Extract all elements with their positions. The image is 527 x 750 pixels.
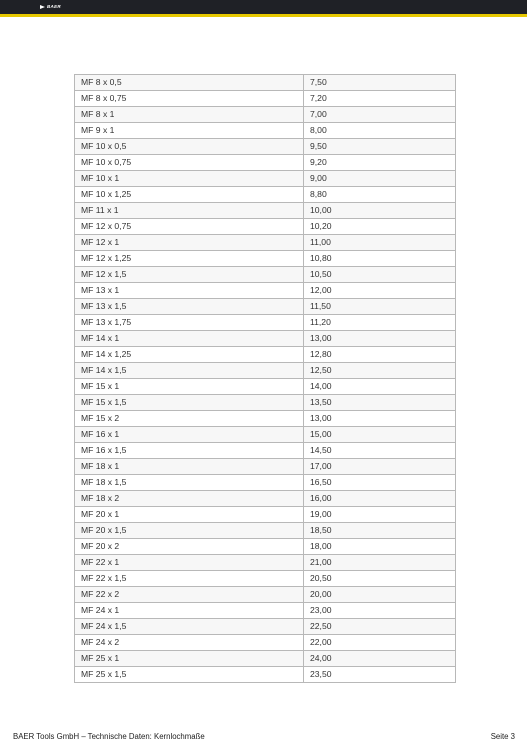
table-row — [75, 603, 456, 619]
core-hole-diameter-cell: 12,50 — [304, 363, 456, 379]
core-hole-diameter-cell: 13,00 — [304, 331, 456, 347]
table-row — [75, 219, 456, 235]
table-row — [75, 299, 456, 315]
table-row — [75, 363, 456, 379]
table-row — [75, 187, 456, 203]
core-hole-diameter-cell: 23,50 — [304, 667, 456, 683]
core-hole-diameter-cell: 19,00 — [304, 507, 456, 523]
thread-designation-cell: MF 20 x 2 — [75, 539, 304, 555]
thread-designation-cell: MF 10 x 0,5 — [75, 139, 304, 155]
thread-designation-cell: MF 20 x 1 — [75, 507, 304, 523]
thread-designation-cell: MF 12 x 0,75 — [75, 219, 304, 235]
table-row — [75, 667, 456, 683]
core-hole-diameter-cell: 14,00 — [304, 379, 456, 395]
core-hole-diameter-cell: 22,00 — [304, 635, 456, 651]
table-row — [75, 443, 456, 459]
table-row — [75, 491, 456, 507]
table-row — [75, 619, 456, 635]
core-hole-diameter-cell: 12,00 — [304, 283, 456, 299]
thread-designation-cell: MF 12 x 1 — [75, 235, 304, 251]
core-hole-diameter-cell: 12,80 — [304, 347, 456, 363]
table-row — [75, 395, 456, 411]
core-hole-diameter-cell: 24,00 — [304, 651, 456, 667]
table-row — [75, 203, 456, 219]
thread-size-table — [74, 74, 456, 683]
thread-designation-cell: MF 15 x 1 — [75, 379, 304, 395]
thread-designation-cell: MF 16 x 1 — [75, 427, 304, 443]
core-hole-diameter-cell: 10,50 — [304, 267, 456, 283]
core-hole-diameter-cell: 11,50 — [304, 299, 456, 315]
thread-designation-cell: MF 8 x 0,75 — [75, 91, 304, 107]
thread-designation-cell: MF 20 x 1,5 — [75, 523, 304, 539]
table-row — [75, 315, 456, 331]
table-row — [75, 267, 456, 283]
core-hole-diameter-cell: 13,00 — [304, 411, 456, 427]
thread-designation-cell: MF 24 x 1 — [75, 603, 304, 619]
core-hole-diameter-cell: 14,50 — [304, 443, 456, 459]
footer-company-title: BAER Tools GmbH – Technische Daten: Kernlochmaße — [13, 732, 205, 741]
core-hole-diameter-cell: 17,00 — [304, 459, 456, 475]
core-hole-diameter-cell: 11,00 — [304, 235, 456, 251]
thread-designation-cell: MF 18 x 2 — [75, 491, 304, 507]
thread-designation-cell: MF 25 x 1 — [75, 651, 304, 667]
core-hole-diameter-cell: 10,80 — [304, 251, 456, 267]
table-row — [75, 651, 456, 667]
page-header — [0, 0, 527, 14]
thread-designation-cell: MF 16 x 1,5 — [75, 443, 304, 459]
table-row — [75, 91, 456, 107]
table-row — [75, 235, 456, 251]
thread-designation-cell: MF 25 x 1,5 — [75, 667, 304, 683]
table-row — [75, 635, 456, 651]
table-row — [75, 507, 456, 523]
table-row — [75, 171, 456, 187]
thread-designation-cell: MF 8 x 0,5 — [75, 75, 304, 91]
table-row — [75, 523, 456, 539]
core-hole-diameter-cell: 20,00 — [304, 587, 456, 603]
core-hole-diameter-cell: 7,50 — [304, 75, 456, 91]
thread-designation-cell: MF 14 x 1,25 — [75, 347, 304, 363]
thread-designation-cell: MF 15 x 1,5 — [75, 395, 304, 411]
core-hole-diameter-cell: 22,50 — [304, 619, 456, 635]
core-hole-diameter-cell: 7,00 — [304, 107, 456, 123]
table-row — [75, 539, 456, 555]
thread-designation-cell: MF 11 x 1 — [75, 203, 304, 219]
core-hole-diameter-cell: 9,00 — [304, 171, 456, 187]
core-hole-diameter-cell: 16,50 — [304, 475, 456, 491]
thread-designation-cell: MF 18 x 1,5 — [75, 475, 304, 491]
core-hole-diameter-cell: 18,00 — [304, 539, 456, 555]
table-row — [75, 555, 456, 571]
table-row — [75, 283, 456, 299]
core-hole-diameter-cell: 9,50 — [304, 139, 456, 155]
brand-logo — [40, 3, 61, 11]
table-row — [75, 251, 456, 267]
thread-designation-cell: MF 14 x 1 — [75, 331, 304, 347]
thread-designation-cell: MF 22 x 1,5 — [75, 571, 304, 587]
header-accent-stripe — [0, 14, 527, 17]
table-row — [75, 107, 456, 123]
core-hole-diameter-cell: 21,00 — [304, 555, 456, 571]
core-hole-diameter-cell: 15,00 — [304, 427, 456, 443]
table-row — [75, 347, 456, 363]
table-row — [75, 75, 456, 91]
thread-designation-cell: MF 12 x 1,25 — [75, 251, 304, 267]
thread-size-table-container — [74, 74, 454, 683]
table-row — [75, 331, 456, 347]
thread-designation-cell: MF 13 x 1,75 — [75, 315, 304, 331]
core-hole-diameter-cell: 9,20 — [304, 155, 456, 171]
footer-page-number: Seite 3 — [490, 732, 515, 741]
table-row — [75, 475, 456, 491]
core-hole-diameter-cell: 18,50 — [304, 523, 456, 539]
thread-designation-cell: MF 22 x 2 — [75, 587, 304, 603]
thread-designation-cell: MF 10 x 1,25 — [75, 187, 304, 203]
thread-designation-cell: MF 8 x 1 — [75, 107, 304, 123]
core-hole-diameter-cell: 11,20 — [304, 315, 456, 331]
thread-designation-cell: MF 24 x 2 — [75, 635, 304, 651]
thread-designation-cell: MF 24 x 1,5 — [75, 619, 304, 635]
table-row — [75, 427, 456, 443]
logo-text: BAER — [47, 4, 61, 9]
core-hole-diameter-cell: 10,20 — [304, 219, 456, 235]
core-hole-diameter-cell: 16,00 — [304, 491, 456, 507]
thread-designation-cell: MF 10 x 0,75 — [75, 155, 304, 171]
thread-designation-cell: MF 13 x 1,5 — [75, 299, 304, 315]
thread-designation-cell: MF 12 x 1,5 — [75, 267, 304, 283]
table-row — [75, 139, 456, 155]
table-row — [75, 379, 456, 395]
thread-designation-cell: MF 15 x 2 — [75, 411, 304, 427]
arrow-icon — [40, 5, 45, 9]
thread-designation-cell: MF 9 x 1 — [75, 123, 304, 139]
core-hole-diameter-cell: 23,00 — [304, 603, 456, 619]
core-hole-diameter-cell: 8,00 — [304, 123, 456, 139]
thread-designation-cell: MF 18 x 1 — [75, 459, 304, 475]
table-row — [75, 571, 456, 587]
table-row — [75, 155, 456, 171]
thread-designation-cell: MF 22 x 1 — [75, 555, 304, 571]
thread-designation-cell: MF 10 x 1 — [75, 171, 304, 187]
core-hole-diameter-cell: 20,50 — [304, 571, 456, 587]
core-hole-diameter-cell: 13,50 — [304, 395, 456, 411]
table-row — [75, 459, 456, 475]
table-row — [75, 123, 456, 139]
table-row — [75, 587, 456, 603]
table-body — [75, 75, 456, 683]
thread-designation-cell: MF 13 x 1 — [75, 283, 304, 299]
core-hole-diameter-cell: 7,20 — [304, 91, 456, 107]
table-row — [75, 411, 456, 427]
core-hole-diameter-cell: 8,80 — [304, 187, 456, 203]
thread-designation-cell: MF 14 x 1,5 — [75, 363, 304, 379]
core-hole-diameter-cell: 10,00 — [304, 203, 456, 219]
